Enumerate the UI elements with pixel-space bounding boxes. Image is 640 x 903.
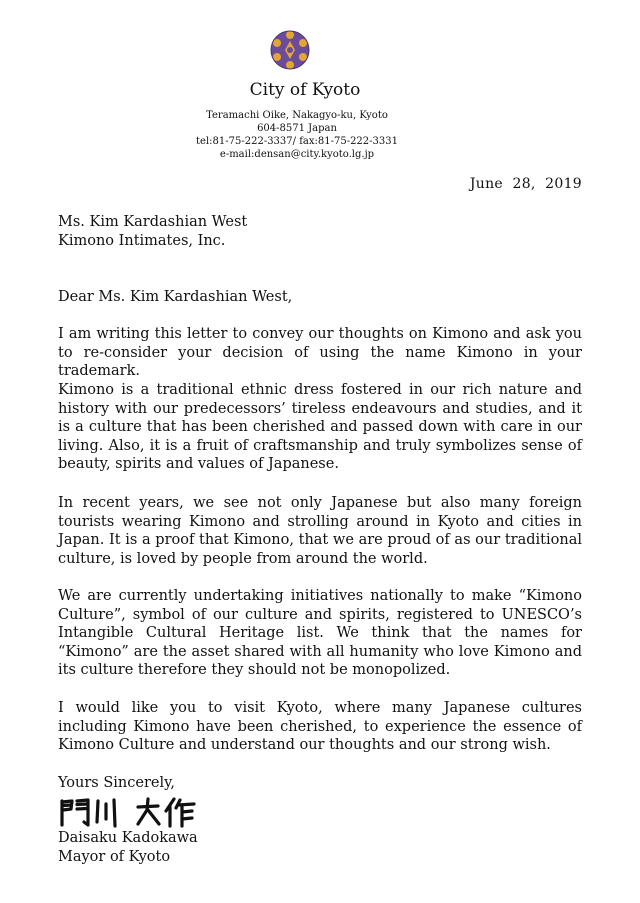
address-line-1: Teramachi Oike, Nakagyo-ku, Kyoto	[206, 110, 388, 121]
letter-date: June 28, 2019	[469, 176, 582, 192]
recipient-company: Kimono Intimates, Inc.	[58, 233, 226, 249]
body-paragraph-5: I would like you to visit Kyoto, where many Japanese cultures including Kimono have been cherished, to experience the essence of Kimono Culture and understand our thoughts and our strong wish.	[58, 700, 582, 754]
closing: Yours Sincerely,	[58, 775, 175, 791]
handwritten-signature-icon	[58, 795, 208, 829]
kyoto-city-emblem-icon	[268, 26, 312, 74]
email-line: e-mail:densan@city.kyoto.lg.jp	[219, 149, 375, 160]
body-paragraph-2: Kimono is a traditional ethnic dress fostered in our rich nature and history with our predecessors’ tireless endeavours and studies, and it is a culture that has been cherished and passed down with care in our living. Also, it is a fruit of craftsmanship and truly symbolizes sense of beauty, spirits and values of Japanese.	[58, 382, 582, 473]
salutation: Dear Ms. Kim Kardashian West,	[58, 289, 293, 305]
body-paragraph-3: In recent years, we see not only Japanese but also many foreign tourists wearing Kimono and strolling around in Kyoto and cities in Japan. It is a proof that Kimono, that we are proud of as our traditional culture, is loved by people from around the world.	[58, 495, 582, 567]
city-name: City of Kyoto	[249, 80, 361, 100]
address-line-2: 604-8571 Japan	[257, 123, 337, 134]
body-paragraph-4: We are currently undertaking initiatives nationally to make “Kimono Culture”, symbol of our culture and spirits, registered to UNESCO’s Intangible Cultural Heritage list. We think that the names for “Kimono” are the asset shared with all humanity who love Kimono and its culture therefore they should not be monopolized.	[58, 588, 582, 679]
contact-line: tel:81-75-222-3337/ fax:81-75-222-3331	[196, 136, 398, 147]
body-paragraph-1: I am writing this letter to convey our thoughts on Kimono and ask you to re-consider your decision of using the name Kimono in your trademark.	[58, 326, 582, 380]
signer-name: Daisaku Kadokawa	[58, 830, 198, 846]
recipient-name: Ms. Kim Kardashian West	[58, 214, 248, 230]
signer-title: Mayor of Kyoto	[58, 849, 171, 865]
